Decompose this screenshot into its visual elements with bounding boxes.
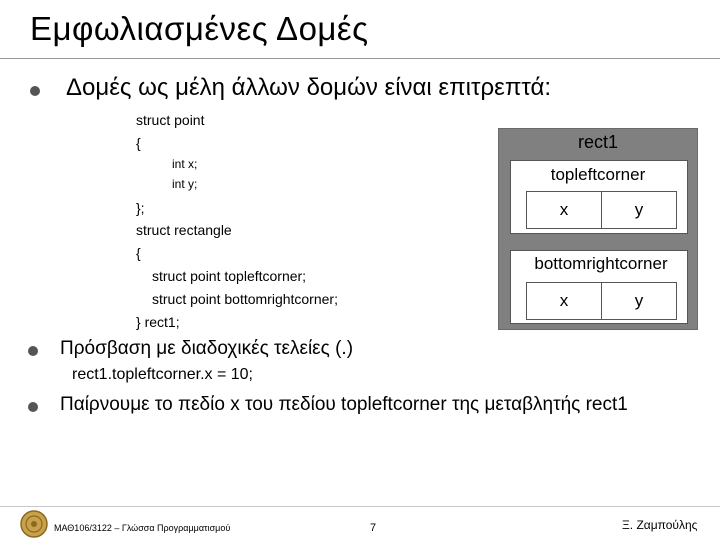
topleftcorner-x-cell: x xyxy=(526,191,602,229)
code-line: int x; xyxy=(172,157,198,171)
code-line: int y; xyxy=(172,177,198,191)
seal-logo-icon xyxy=(20,510,48,538)
bullet-icon xyxy=(28,402,38,412)
topleftcorner-label: topleftcorner xyxy=(550,165,646,184)
code-line: { xyxy=(136,135,141,151)
bullet-text-dot-access: Πρόσβαση με διαδοχικές τελείες (.) xyxy=(60,338,354,359)
bullet-text-nested-structs: Δομές ως μέλη άλλων δομών είναι επιτρεπτά: xyxy=(66,74,552,101)
code-line: struct rectangle xyxy=(136,222,232,238)
footer-page-number: 7 xyxy=(370,522,377,534)
bottomrightcorner-x-cell: x xyxy=(526,282,602,320)
bullet-icon xyxy=(30,86,40,96)
code-line: } rect1; xyxy=(136,314,180,330)
slide-title: Εμφωλιασμένες Δομές xyxy=(30,10,369,47)
code-line: struct point bottomrightcorner; xyxy=(152,291,338,307)
footer-divider xyxy=(0,506,720,507)
footer-course: ΜΑΘ106/3122 – Γλώσσα Προγραμματισμού xyxy=(54,523,231,533)
bottomrightcorner-label: bottomrightcorner xyxy=(534,254,668,273)
code-line: struct point topleftcorner; xyxy=(152,268,307,284)
topleftcorner-y-cell: y xyxy=(601,191,677,229)
bottomrightcorner-y-cell: y xyxy=(601,282,677,320)
rect1-label: rect1 xyxy=(577,132,619,152)
title-divider xyxy=(0,58,720,59)
bullet-icon xyxy=(28,346,38,356)
bullet-text-field-explanation: Παίρνουμε το πεδίο x του πεδίου topleftcorner της μεταβλητής rect1 xyxy=(60,394,628,415)
footer-author: Ξ. Ζαμπούλης xyxy=(622,518,698,532)
access-example-code: rect1.topleftcorner.x = 10; xyxy=(72,366,253,383)
code-line: }; xyxy=(136,200,145,216)
code-line: struct point xyxy=(136,112,205,128)
code-line: { xyxy=(136,245,141,261)
